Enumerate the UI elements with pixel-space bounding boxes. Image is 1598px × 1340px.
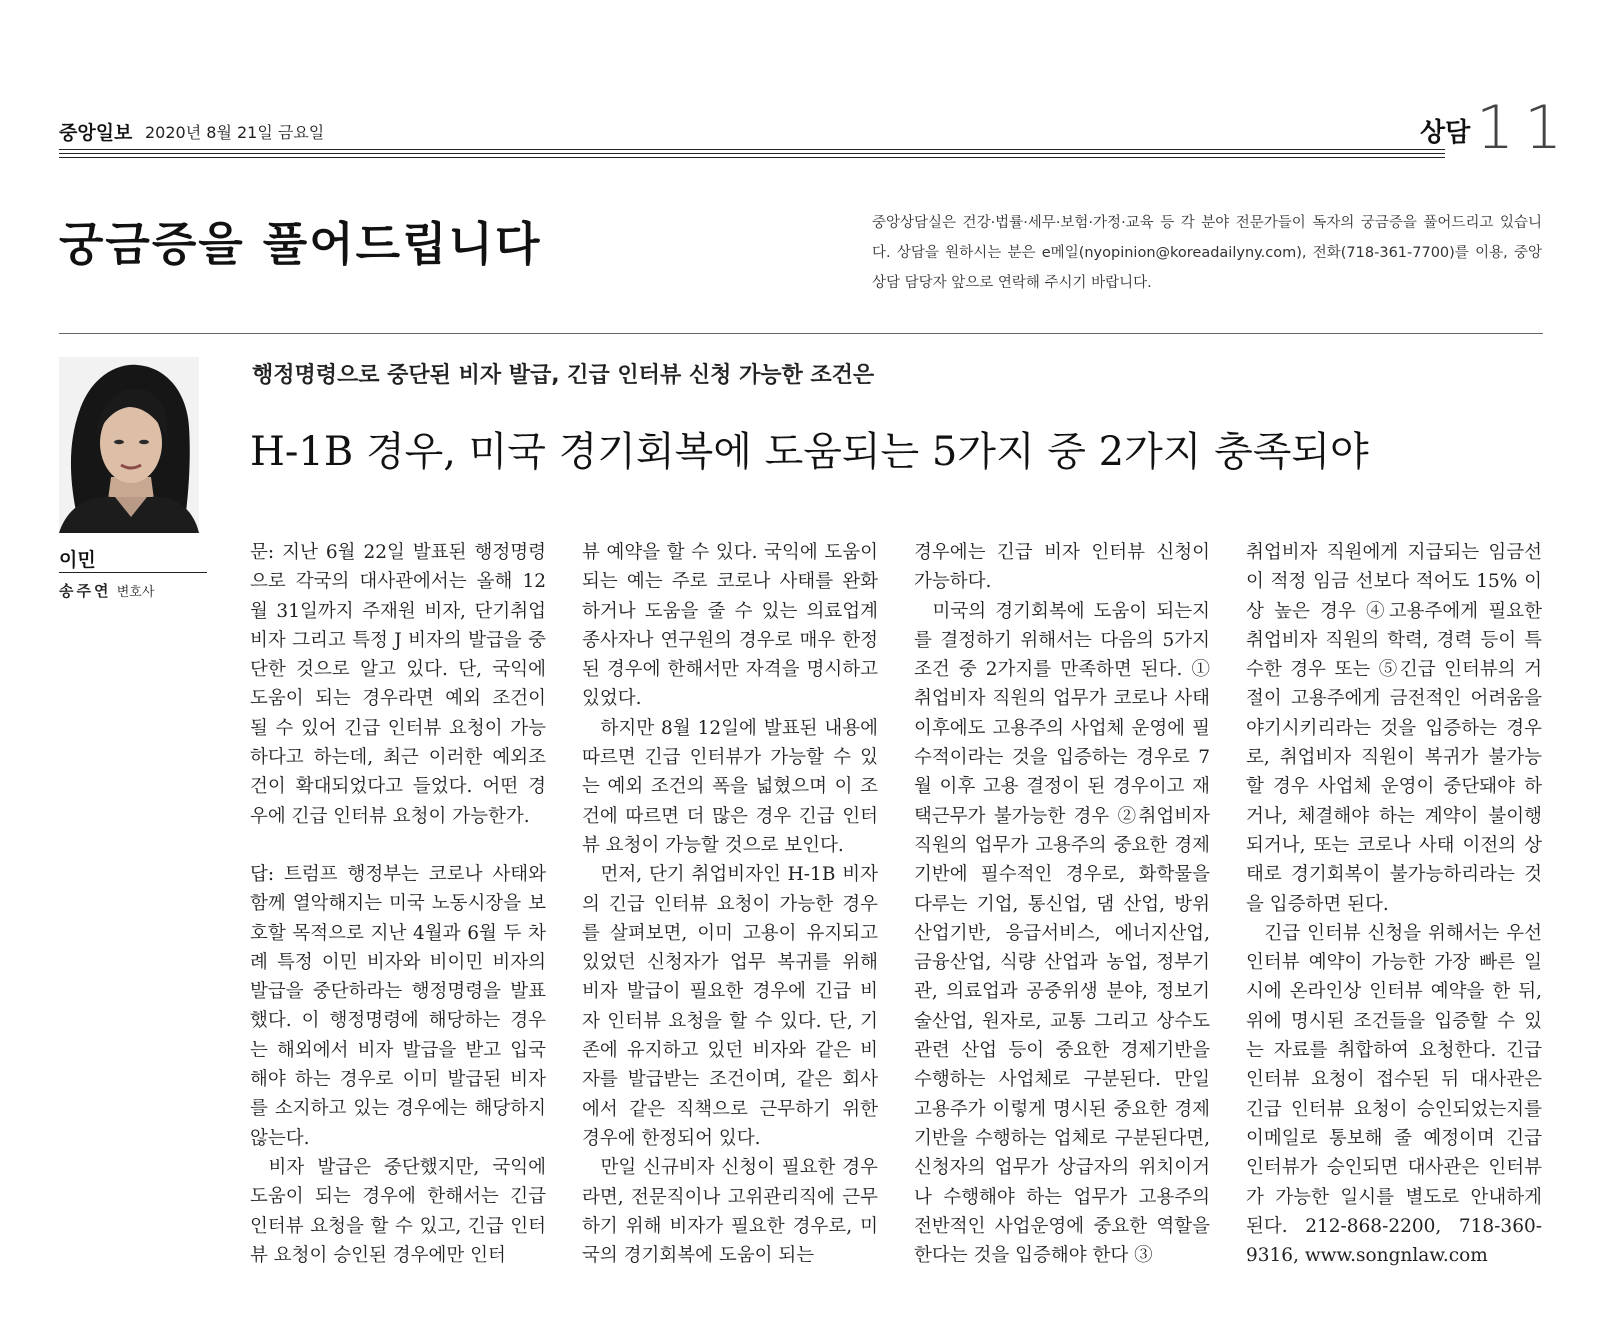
body-paragraph: 뷰 예약을 할 수 있다. 국익에 도움이 되는 예는 주로 코로나 사태를 완화하거나 도움을 줄 수 있는 의료업계 종사자나 연구원의 경우로 매우 한정된 경우에 한해서만 자격을 명시하고 있었다. <box>582 542 878 710</box>
column-title: 궁금증을 풀어드립니다 <box>59 217 542 271</box>
author-name: 송주연 <box>59 582 112 600</box>
body-paragraph: 경우에는 긴급 비자 인터뷰 신청이 가능하다. <box>914 542 1210 593</box>
body-paragraph: 미국의 경기회복에 도움이 되는지를 결정하기 위해서는 다음의 5가지 조건 중 2가지를 만족하면 된다. ①취업비자 직원의 업무가 코로나 사태 이후에도 고용주의 사업체 운영에 필수적이라는 것을 입증하는 경우로 7월 이후 고용 결정이 된 경우이고 재택근무가 불가능한 경우 ②취업비자 직원의 업무가 고용주의 중요한 경제기반에 필수적인 경우로, 화학물을 다루는 기업, 통신업, 댐 산업, 방위산업기반, 응급서비스, 에너지산업, 금융산업, 식량 산업과 농업, 정부기관, 의료업과 공중위생 분야, 정보기술산업, 원자로, 교통 그리고 상수도 관련 산업 등이 중요한 경제기반을 수행하는 사업체로 구분된다. 만일 고용주가 이렇게 명시된 중요한 경제기반을 수행하는 업체로 구분된다면, 신청자의 업무가 상급자의 위치이거나 수행해야 하는 업무가 고용주의 전반적인 사업운영에 중요한 역할을 한다는 것을 입증해야 한다 ③ <box>914 600 1210 1267</box>
article-headline: H-1B 경우, 미국 경기회복에 도움되는 5가지 중 2가지 충족되야 <box>250 429 1369 475</box>
article-subtitle: 행정명령으로 중단된 비자 발급, 긴급 인터뷰 신청 가능한 조건은 <box>252 363 875 388</box>
body-paragraph: 긴급 인터뷰 신청을 위해서는 우선 인터뷰 예약이 가능한 가장 빠른 일시에 온라인상 인터뷰 예약을 한 뒤, 위에 명시된 조건들을 입증할 수 있는 자료를 취합하여 요청한다. 긴급 인터뷰 요청이 접수된 뒤 대사관은 긴급 인터뷰 요청이 승인되었는지를 이메일로 통보해 줄 예정이며 긴급 인터뷰가 승인되면 대사관은 인터뷰가 가능한 일시를 별도로 안내하게 된다. 212-868-2200, 718-360-9316, www.songnlaw.com <box>1246 922 1542 1267</box>
newspaper-logo: 중앙일보 <box>59 122 133 144</box>
header-rule <box>59 157 1445 158</box>
body-paragraph: 취업비자 직원에게 지급되는 임금선이 적정 임금 선보다 적어도 15% 이상 높은 경우 ④고용주에게 필요한 취업비자 직원의 학력, 경력 등이 특수한 경우 또는 ⑤긴급 인터뷰의 거절이 고용주에게 금전적인 어려움을 야기시키리라는 것을 입증하는 경우로, 취업비자 직원이 복귀가 불가능할 경우 사업체 운영이 중단돼야 하거나, 체결해야 하는 계약이 불이행되거나, 또는 코로나 사태 이전의 상태로 경기회복이 불가능하리라는 것을 입증하면 된다. <box>1246 542 1542 915</box>
author-byline <box>59 580 154 601</box>
article-column-2 <box>582 538 878 1270</box>
header-rule <box>59 149 1445 150</box>
article-column-3 <box>914 538 1210 1270</box>
header-rule <box>59 153 1445 154</box>
author-section-name: 이민 <box>59 549 96 571</box>
issue-date: 2020년 8월 21일 금요일 <box>145 123 325 142</box>
article-column-1 <box>250 538 546 1270</box>
author-photo <box>59 357 199 533</box>
body-paragraph: 문: 지난 6월 22일 발표된 행정명령으로 각국의 대사관에서는 올해 12월 31일까지 주재원 비자, 단기취업 비자 그리고 특정 J 비자의 발급을 중단한 것으로 알고 있다. 단, 국익에 도움이 되는 경우라면 예외 조건이 될 수 있어 긴급 인터뷰 요청이 가능하다고 하는데, 최근 이러한 예외조건이 확대되었다고 들었다. 어떤 경우에 긴급 인터뷰 요청이 가능한가. <box>250 542 546 827</box>
body-paragraph: 하지만 8월 12일에 발표된 내용에 따르면 긴급 인터뷰가 가능할 수 있는 예외 조건의 폭을 넓혔으며 이 조건에 따르면 더 많은 경우 긴급 인터뷰 요청이 가능할 것으로 보인다. <box>582 717 878 856</box>
body-paragraph: 답: 트럼프 행정부는 코로나 사태와 함께 열악해지는 미국 노동시장을 보호할 목적으로 지난 4월과 6월 두 차례 특정 이민 비자와 비이민 비자의 발급을 중단하라는 행정명령을 발표했다. 이 행정명령에 해당하는 경우는 해외에서 비자 발급을 받고 입국해야 하는 경우로 이미 발급된 비자를 소지하고 있는 경우에는 해당하지 않는다. <box>250 863 546 1149</box>
author-title: 변호사 <box>116 585 155 600</box>
column-intro: 중앙상담실은 건강·법률·세무·보험·가정·교육 등 각 분야 전문가들이 독자의 궁금증을 풀어드리고 있습니다. 상담을 원하시는 분은 e메일(nyopinion@koreadailyny.com), 전화(718-361-7700)를 이용, 중앙상담 담당자 앞으로 연락해 주시기 바랍니다. <box>872 215 1542 291</box>
page-number: 11 <box>1476 93 1573 163</box>
section-label: 상담 <box>1420 118 1471 148</box>
section-divider <box>59 333 1543 334</box>
author-rule <box>59 572 207 573</box>
body-paragraph: 만일 신규비자 신청이 필요한 경우라면, 전문직이나 고위관리직에 근무하기 위해 비자가 필요한 경우로, 미국의 경기회복에 도움이 되는 <box>582 1157 878 1267</box>
body-paragraph: 비자 발급은 중단했지만, 국익에 도움이 되는 경우에 한해서는 긴급 인터뷰 요청을 할 수 있고, 긴급 인터뷰 요청이 승인된 경우에만 인터 <box>250 1156 546 1266</box>
body-paragraph: 먼저, 단기 취업비자인 H-1B 비자의 긴급 인터뷰 요청이 가능한 경우를 살펴보면, 이미 고용이 유지되고 있었던 신청자가 업무 복귀를 위해 비자 발급이 필요한 경우에 긴급 비자 인터뷰 요청을 할 수 있다. 단, 기존에 유지하고 있던 비자와 같은 비자를 발급받는 조건이며, 같은 회사에서 같은 직책으로 근무하기 위한 경우에 한정되어 있다. <box>582 864 878 1149</box>
article-column-4 <box>1246 538 1542 1270</box>
